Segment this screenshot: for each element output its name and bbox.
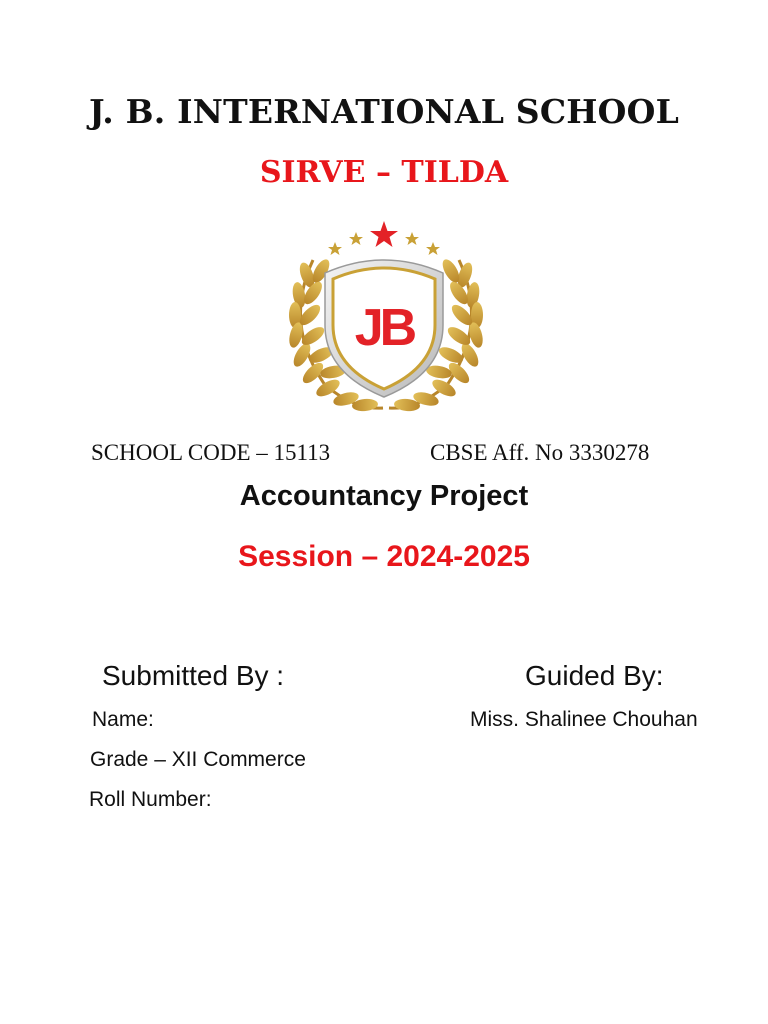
school-name: J. B. INTERNATIONAL SCHOOL [89, 92, 679, 131]
star-icon [349, 232, 363, 245]
guide-name: Miss. Shalinee Chouhan [470, 708, 698, 731]
project-title: Accountancy Project [239, 480, 529, 512]
star-icon [328, 242, 342, 255]
school-code: SCHOOL CODE – 15113 [91, 440, 331, 465]
roll-number-label: Roll Number: [89, 788, 212, 811]
student-name-label: Name: [92, 708, 154, 731]
student-grade: Grade – XII Commerce [90, 748, 306, 771]
session-label: Session – 2024-2025 [238, 540, 530, 573]
school-crest-icon [255, 215, 517, 427]
guided-by-heading: Guided By: [525, 660, 664, 691]
star-icon [426, 242, 440, 255]
star-icon [370, 221, 398, 247]
submitted-by-heading: Submitted By : [102, 660, 285, 691]
star-icon [405, 232, 419, 245]
cbse-affiliation: CBSE Aff. No 3330278 [430, 440, 650, 465]
school-logo [255, 215, 517, 427]
school-location: SIRVE – TILDA [259, 155, 509, 190]
monogram-text: JB [354, 299, 414, 357]
